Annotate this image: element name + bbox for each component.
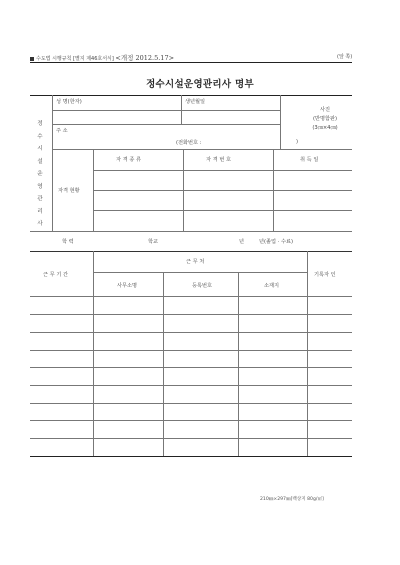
phone-label: (전화번호 : <box>176 140 202 146</box>
grid-line <box>181 95 182 124</box>
address-label: 주 소 <box>56 128 68 134</box>
form-header <box>30 53 174 62</box>
location-header: 소재지 <box>264 283 280 289</box>
table-top-rule <box>30 95 352 96</box>
grid-line <box>280 95 281 149</box>
grid-line <box>307 251 308 456</box>
grid-line <box>30 350 352 351</box>
grid-line <box>93 210 352 211</box>
grid-line <box>52 95 53 231</box>
form-title: 정수시설운영관리사 명부 <box>146 79 254 90</box>
grid-line <box>30 438 352 439</box>
revision-date: <개정 2012.5.17> <box>115 54 175 62</box>
square-bullet-icon <box>30 57 34 61</box>
grid-line <box>93 190 352 191</box>
qualification-label: 자격 현황 <box>58 188 80 194</box>
name-label: 성 명(한자) <box>56 99 82 105</box>
grid-line <box>52 149 352 150</box>
phone-close: ) <box>296 139 299 145</box>
table-bottom-rule <box>30 456 352 457</box>
qual-type-header: 자 격 종 류 <box>116 157 141 163</box>
regulation-reference: 수도법 시행규칙 [별지 제46호서식] <box>36 56 114 62</box>
grid-line <box>30 296 352 297</box>
grid-line <box>30 403 352 404</box>
grid-line <box>93 149 94 231</box>
grid-line <box>30 367 352 368</box>
grid-line <box>30 420 352 421</box>
grid-line <box>163 272 164 456</box>
page-side-tag: (앞 쪽) <box>337 54 353 60</box>
school-label: 학교 <box>148 239 159 245</box>
grid-line <box>52 124 280 125</box>
grid-line <box>238 272 239 456</box>
office-name-header: 사무소명 <box>117 283 138 289</box>
side-label: 정 수 시 설 운 영 관 리 사 <box>37 121 43 227</box>
top-rule <box>30 62 352 63</box>
work-period-header: 근 무 기 간 <box>43 272 68 278</box>
grid-line <box>52 110 280 111</box>
grid-line <box>93 272 307 273</box>
grid-line <box>93 170 352 171</box>
photo-box: 사진 (반명함판) (3㎝×4㎝) <box>312 107 338 131</box>
education-label: 학 력 <box>62 239 74 245</box>
graduation-status: 년(졸업 · 수료) <box>259 239 294 245</box>
grid-line <box>30 332 352 333</box>
paper-size-note: 210㎜×297㎜[백상지 80g/㎡] <box>260 497 324 502</box>
recorder-seal-header: 기록자 인 <box>314 272 336 278</box>
grid-line <box>30 314 352 315</box>
grid-line <box>30 231 352 232</box>
registration-number-header: 등록번호 <box>192 283 213 289</box>
workplace-header: 근 무 처 <box>186 259 205 265</box>
acquired-date-header: 취 득 일 <box>300 157 319 163</box>
grid-line <box>30 251 352 252</box>
grid-line <box>273 149 274 231</box>
grid-line <box>93 251 94 456</box>
grid-line <box>30 385 352 386</box>
qual-number-header: 자 격 번 호 <box>206 157 231 163</box>
birth-label: 생년월일 <box>185 99 206 105</box>
grid-line <box>183 149 184 231</box>
year-label: 년 <box>239 239 245 245</box>
